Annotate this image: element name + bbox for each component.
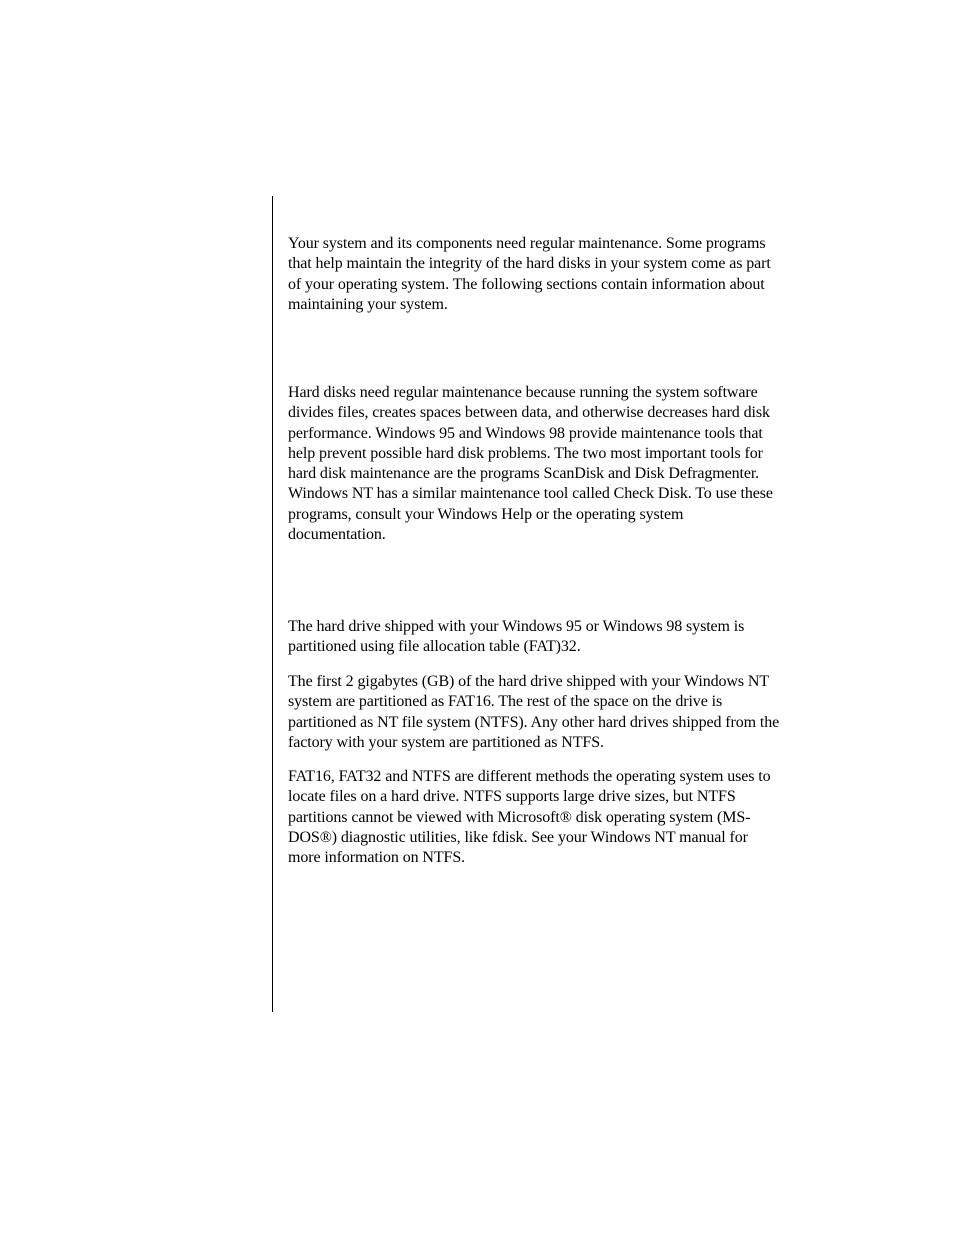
margin-rule <box>272 196 273 1012</box>
ntfs-partition-paragraph: The first 2 gigabytes (GB) of the hard drive shipped with your Windows NT system are partitioned as FAT16. The rest of the space on the drive is partitioned as NT file system (NTFS). Any other hard drives shipped from the factory with your system are partitioned as NTFS. <box>288 673 780 751</box>
intro-paragraph: Your system and its components need regular maintenance. Some programs that help maintain the integrity of the hard disks in your system come as part of your operating system. The following sections contain information about maintaining your system. <box>288 235 771 313</box>
fat32-paragraph: The hard drive shipped with your Windows 95 or Windows 98 system is partitioned using file allocation table (FAT)32. <box>288 618 745 656</box>
file-systems-paragraph: FAT16, FAT32 and NTFS are different methods the operating system uses to locate files on a hard drive. NTFS supports large drive sizes, but NTFS partitions cannot be viewed with Microsoft® disk operating system (MS-DOS®) diagnostic utilities, like fdisk. See your Windows NT manual for more information on NTFS. <box>288 768 771 867</box>
hard-disk-maintenance-paragraph: Hard disks need regular maintenance because running the system software divides files, creates spaces between data, and otherwise decreases hard disk performance. Windows 95 and Windows 98 provide maintenance tools that help prevent possible hard disk problems. The two most important tools for hard disk maintenance are the programs ScanDisk and Disk Defragmenter. Windows NT has a similar maintenance tool called Check Disk. To use these programs, consult your Windows Help or the operating system documentation. <box>288 384 773 544</box>
